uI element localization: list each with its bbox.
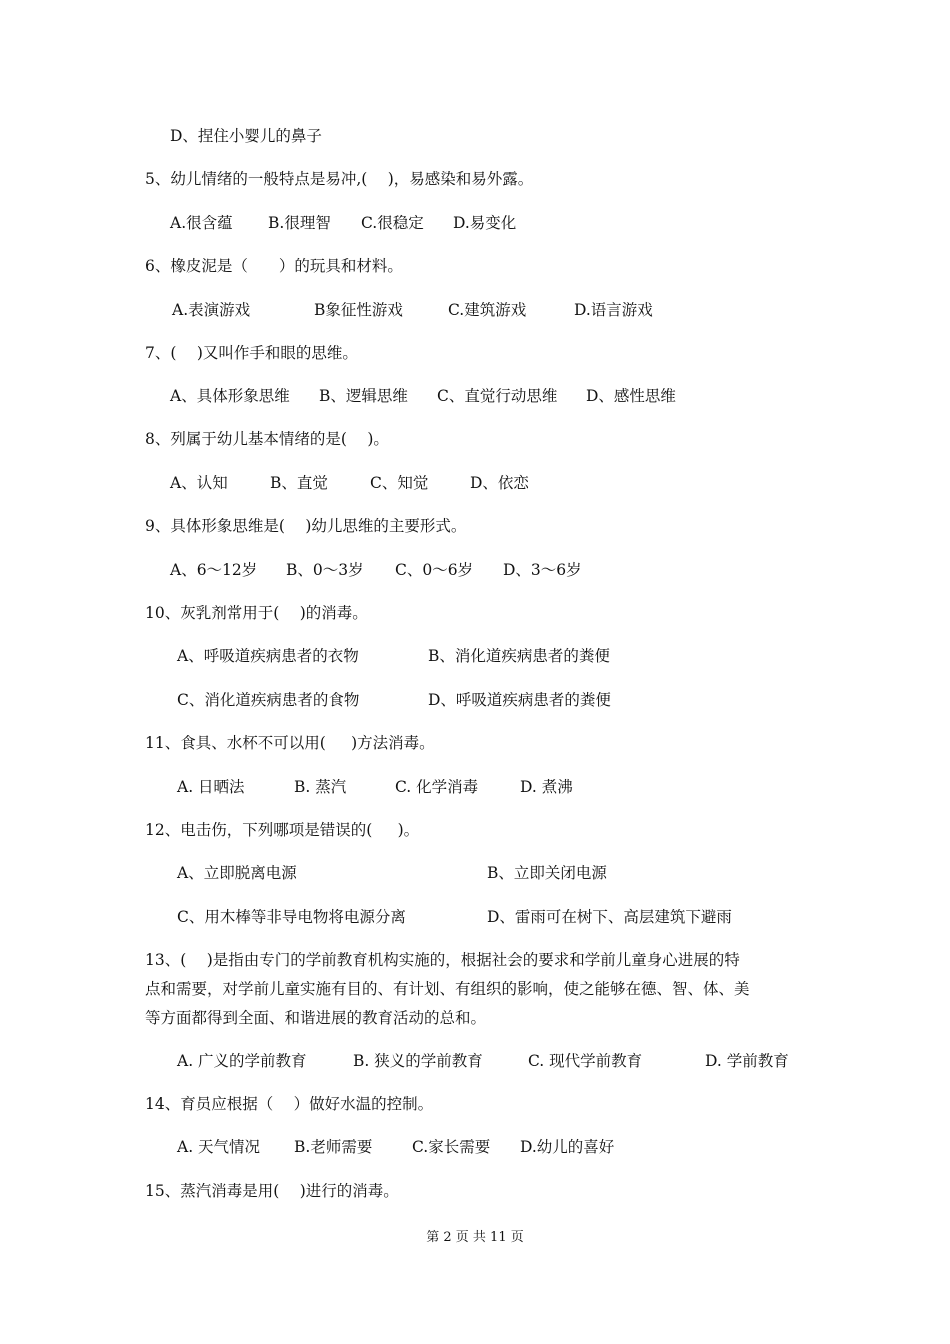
option-a: A、6～12岁 <box>170 561 258 579</box>
option-c: C、0～6岁 <box>395 561 474 579</box>
option-b: B、0～3岁 <box>286 561 364 579</box>
option-d: D、感性思维 <box>586 387 676 405</box>
option-d: D.幼儿的喜好 <box>520 1138 615 1156</box>
option-c: C.建筑游戏 <box>448 301 527 319</box>
option-a: A. 天气情况 <box>177 1138 261 1156</box>
question-6: 6、橡皮泥是（ ）的玩具和材料。 <box>145 257 403 275</box>
option-a: A.表演游戏 <box>172 301 251 319</box>
option-b: B、消化道疾病患者的粪便 <box>428 647 610 665</box>
question-5: 5、幼儿情绪的一般特点是易冲,( )，易感染和易外露。 <box>145 170 534 188</box>
question-13-line-2: 点和需要，对学前儿童实施有目的、有计划、有组织的影响，使之能够在德、智、体、美 <box>145 980 750 998</box>
option-c: C. 现代学前教育 <box>528 1052 643 1070</box>
option-c: C. 化学消毒 <box>395 778 479 796</box>
question-15: 15、蒸汽消毒是用( )进行的消毒。 <box>145 1182 399 1200</box>
question-7: 7、( )又叫作手和眼的思维。 <box>145 344 358 362</box>
option-a: A.很含蕴 <box>170 214 233 232</box>
option-a: A、具体形象思维 <box>170 387 290 405</box>
option-d: D、捏住小婴儿的鼻子 <box>170 127 322 145</box>
option-d: D. 煮沸 <box>520 778 573 796</box>
option-a: A、呼吸道疾病患者的衣物 <box>177 647 359 665</box>
option-c: C.家长需要 <box>412 1138 491 1156</box>
option-a: A、认知 <box>170 474 228 492</box>
option-b: B、立即关闭电源 <box>487 864 607 882</box>
page-number: 第 2 页 共 11 页 <box>426 1230 524 1245</box>
option-a: A. 日晒法 <box>177 778 245 796</box>
question-11: 11、食具、水杯不可以用( )方法消毒。 <box>145 734 435 752</box>
option-d: D、呼吸道疾病患者的粪便 <box>428 691 611 709</box>
option-b: B.很理智 <box>268 214 331 232</box>
option-a: A. 广义的学前教育 <box>177 1052 307 1070</box>
option-b: B、逻辑思维 <box>319 387 408 405</box>
option-b: B. 蒸汽 <box>294 778 347 796</box>
option-d: D. 学前教育 <box>705 1052 789 1070</box>
option-c: C.很稳定 <box>361 214 424 232</box>
option-a: A、立即脱离电源 <box>177 864 297 882</box>
question-10: 10、灰乳剂常用于( )的消毒。 <box>145 604 368 622</box>
option-d: D.易变化 <box>453 214 517 232</box>
option-c: C、知觉 <box>370 474 429 492</box>
option-d: D、雷雨可在树下、高层建筑下避雨 <box>487 908 732 926</box>
option-c: C、用木棒等非导电物将电源分离 <box>177 908 406 926</box>
option-d: D.语言游戏 <box>574 301 653 319</box>
question-12: 12、电击伤，下列哪项是错误的( )。 <box>145 821 420 839</box>
question-9: 9、具体形象思维是( )幼儿思维的主要形式。 <box>145 517 467 535</box>
option-b: B、直觉 <box>270 474 328 492</box>
question-13-line-3: 等方面都得到全面、和谐进展的教育活动的总和。 <box>145 1009 487 1027</box>
question-8: 8、列属于幼儿基本情绪的是( )。 <box>145 430 389 448</box>
option-b: B象征性游戏 <box>314 301 403 319</box>
option-c: C、消化道疾病患者的食物 <box>177 691 360 709</box>
option-d: D、3～6岁 <box>503 561 582 579</box>
option-c: C、直觉行动思维 <box>437 387 558 405</box>
question-13-line-1: 13、( )是指由专门的学前教育机构实施的，根据社会的要求和学前儿童身心进展的特 <box>145 951 740 969</box>
question-14: 14、育员应根据（ ）做好水温的控制。 <box>145 1095 434 1113</box>
option-d: D、依恋 <box>470 474 529 492</box>
option-b: B. 狭义的学前教育 <box>353 1052 483 1070</box>
option-b: B.老师需要 <box>294 1138 373 1156</box>
